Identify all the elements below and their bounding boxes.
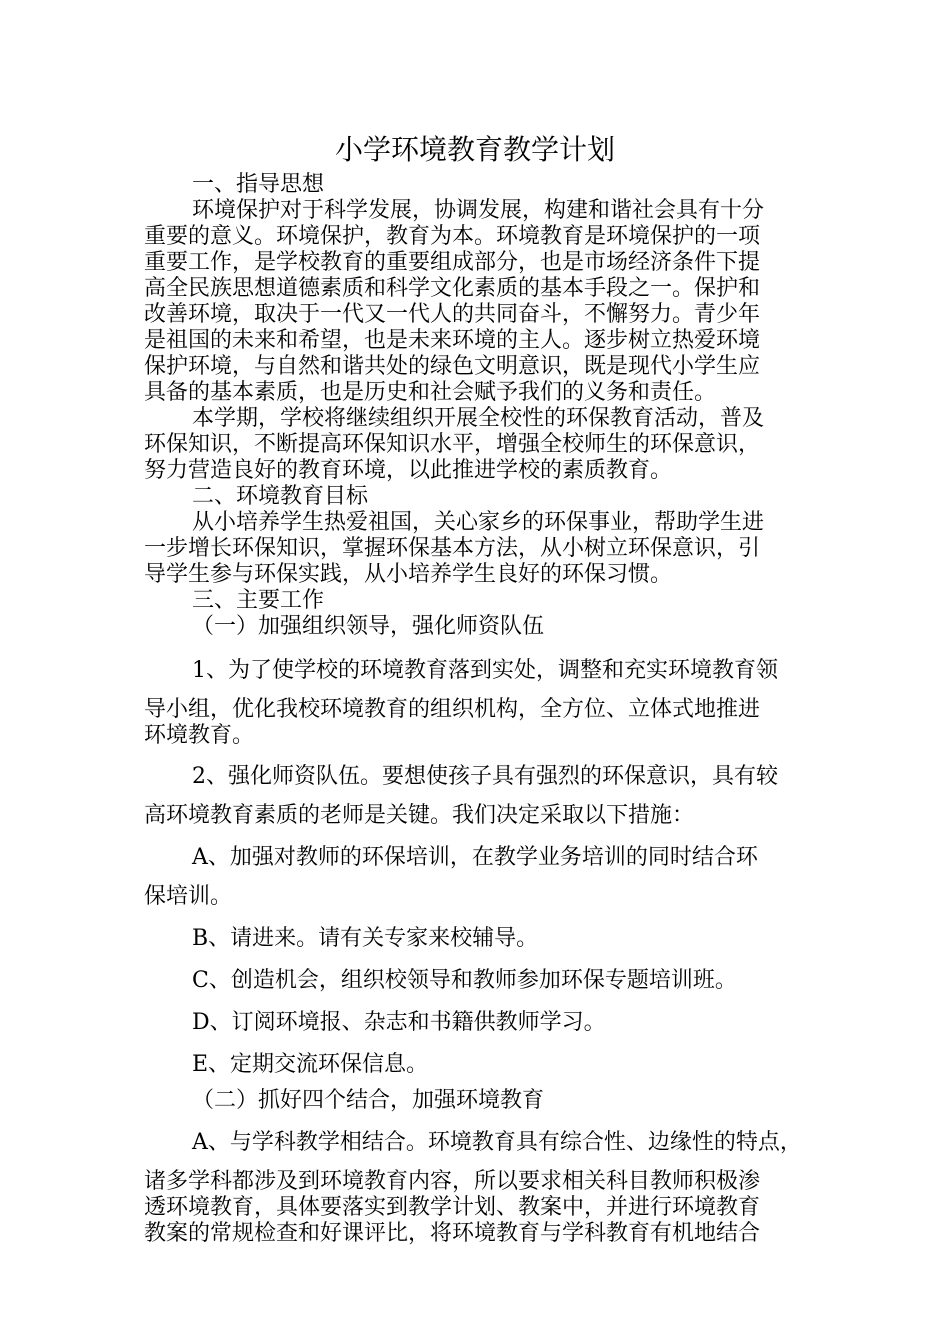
paragraph-line: 重要的意义。环境保护，教育为本。环境教育是环境保护的一项 xyxy=(144,224,761,249)
paragraph-line: 导小组，优化我校环境教育的组织机构，全方位、立体式地推进 xyxy=(144,697,761,722)
paragraph-line: 努力营造良好的教育环境，以此推进学校的素质教育。 xyxy=(144,458,673,483)
paragraph-line: A、与学科教学相结合。环境教育具有综合性、边缘性的特点， xyxy=(192,1130,802,1155)
paragraph-line: 一步增长环保知识，掌握环保基本方法，从小树立环保意识，引 xyxy=(144,536,761,561)
paragraph-line: 从小培养学生热爱祖国，关心家乡的环保事业，帮助学生进 xyxy=(192,510,765,535)
paragraph-line: 改善环境，取决于一代又一代人的共同奋斗，不懈努力。青少年 xyxy=(144,302,761,327)
paragraph-line: 环境保护对于科学发展，协调发展，构建和谐社会具有十分 xyxy=(192,198,765,223)
subheading-four-combinations: （二）抓好四个结合，加强环境教育 xyxy=(192,1088,545,1113)
list-item-continued: 保培训。 xyxy=(144,884,233,909)
paragraph-line: 本学期，学校将继续组织开展全校性的环保教育活动，普及 xyxy=(192,406,765,431)
paragraph-line: 透环境教育，具体要落实到教学计划、教案中，并进行环境教育 xyxy=(144,1195,761,1220)
paragraph-line: 重要工作，是学校教育的重要组成部分，也是市场经济条件下提 xyxy=(144,250,761,275)
heading-main-work: 三、主要工作 xyxy=(192,588,325,613)
paragraph-line: 导学生参与环保实践，从小培养学生良好的环保习惯。 xyxy=(144,562,673,587)
paragraph-line: 保护环境，与自然和谐共处的绿色文明意识，既是现代小学生应 xyxy=(144,354,761,379)
list-item: C、创造机会，组织校领导和教师参加环保专题培训班。 xyxy=(192,968,737,993)
paragraph-line: 是祖国的未来和希望，也是未来环境的主人。逐步树立热爱环境 xyxy=(144,328,761,353)
list-item: B、请进来。请有关专家来校辅导。 xyxy=(192,926,539,951)
paragraph-line: 环境教育。 xyxy=(144,723,255,748)
paragraph-line: 2、强化师资队伍。要想使孩子具有强烈的环保意识，具有较 xyxy=(192,764,778,789)
paragraph-line: 高全民族思想道德素质和科学文化素质的基本手段之一。保护和 xyxy=(144,276,761,301)
subheading-organization: （一）加强组织领导，强化师资队伍 xyxy=(192,614,545,639)
list-item: E、定期交流环保信息。 xyxy=(192,1052,429,1077)
paragraph-line: 教案的常规检查和好课评比，将环境教育与学科教育有机地结合 xyxy=(144,1221,761,1246)
list-item: D、订阅环境报、杂志和书籍供教师学习。 xyxy=(192,1010,606,1035)
paragraph-line: 具备的基本素质，也是历史和社会赋予我们的义务和责任。 xyxy=(144,380,717,405)
document-title: 小学环境教育教学计划 xyxy=(334,133,615,166)
heading-education-goals: 二、环境教育目标 xyxy=(192,484,369,509)
heading-guiding-ideology: 一、指导思想 xyxy=(192,172,325,197)
paragraph-line: 环保知识，不断提高环保知识水平，增强全校师生的环保意识， xyxy=(144,432,761,457)
paragraph-line: 高环境教育素质的老师是关键。我们决定采取以下措施： xyxy=(144,803,695,828)
list-item: A、加强对教师的环保培训，在教学业务培训的同时结合环 xyxy=(192,845,758,870)
paragraph-line: 诸多学科都涉及到环境教育内容，所以要求相关科目教师积极渗 xyxy=(144,1169,761,1194)
paragraph-line: 1、为了使学校的环境教育落到实处，调整和充实环境教育领 xyxy=(192,658,778,683)
